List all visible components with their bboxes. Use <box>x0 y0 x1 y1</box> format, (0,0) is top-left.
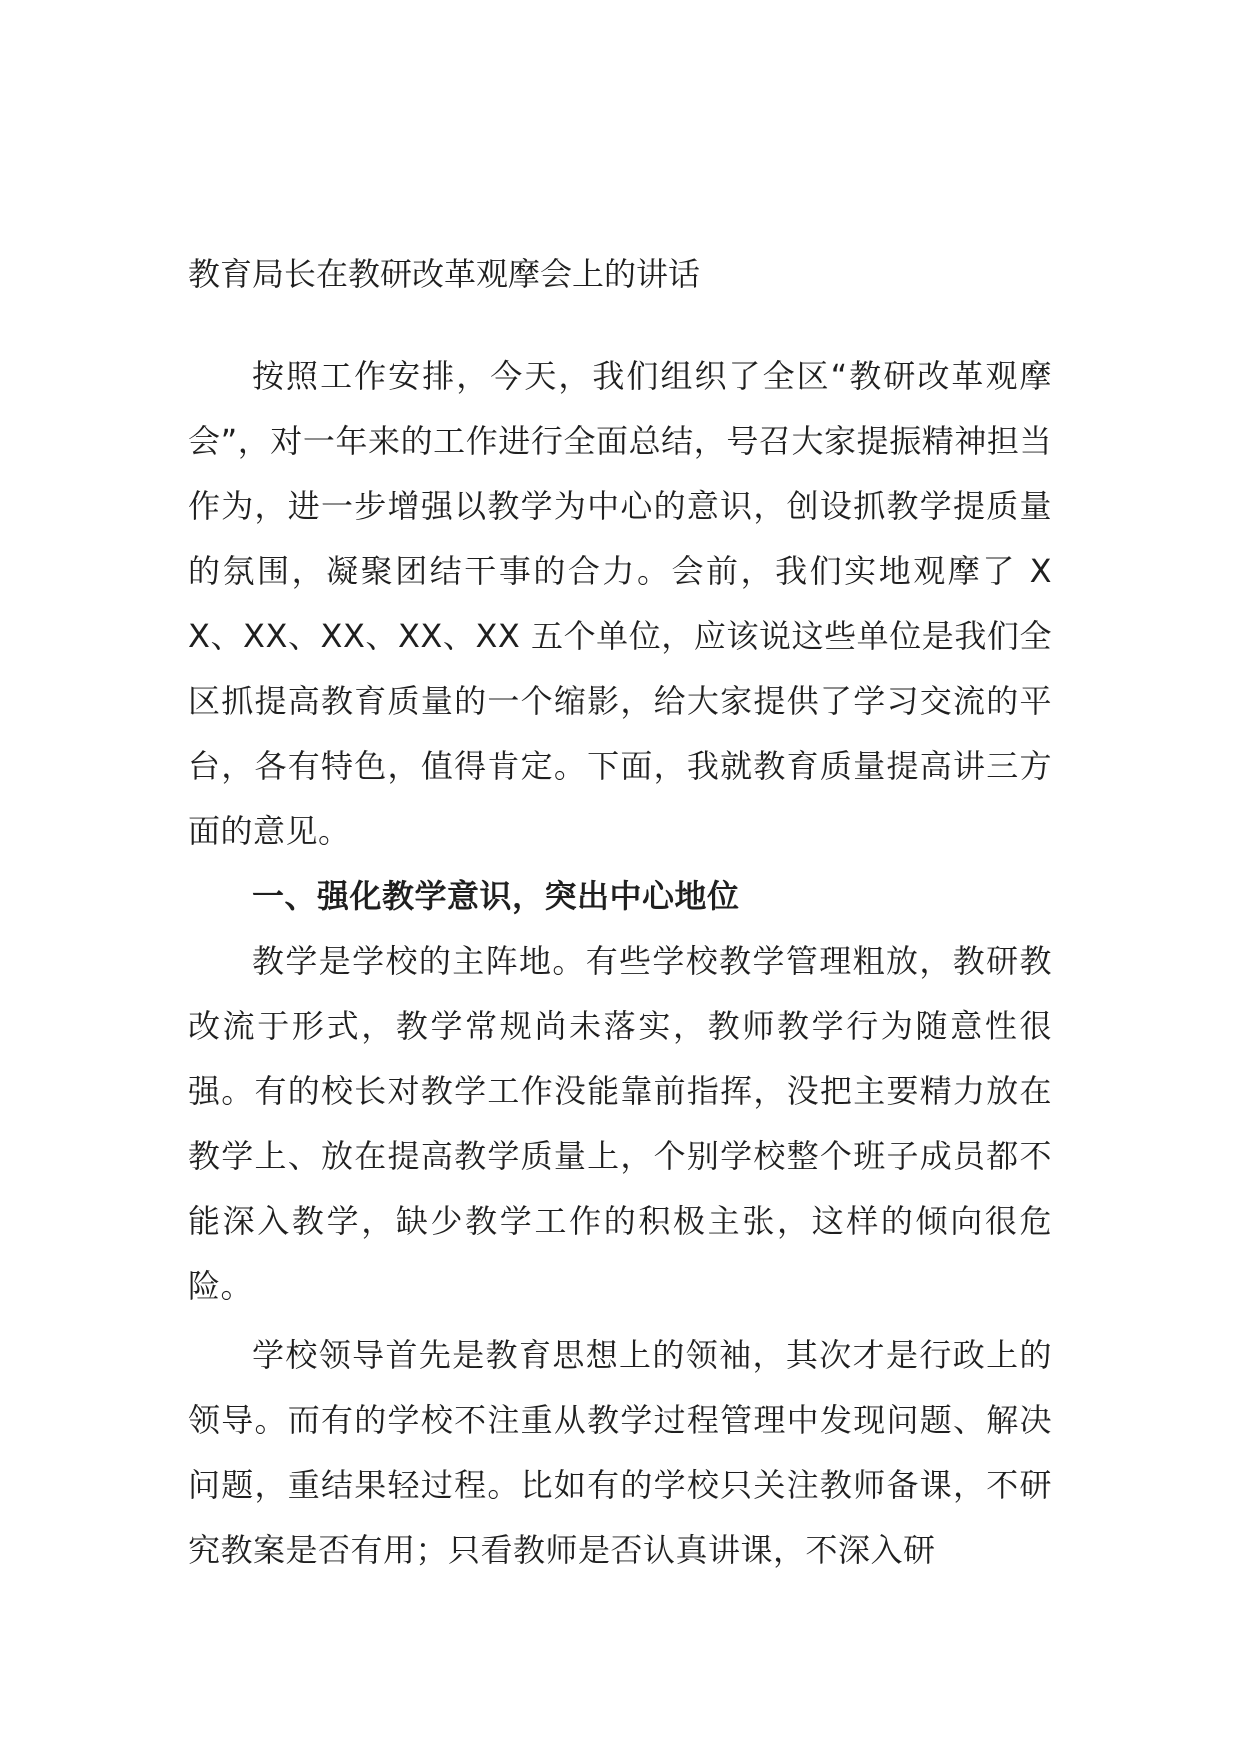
document-title: 教育局长在教研改革观摩会上的讲话 <box>188 255 701 293</box>
document-body <box>188 252 1052 1583</box>
section-heading-1: 一、强化教学意识，突出中心地位 <box>252 877 740 915</box>
section-1-paragraph-2: 学校领导首先是教育思想上的领袖，其次才是行政上的领导。而有的学校不注重从教学过程管理中发现问题、解决问题，重结果轻过程。比如有的学校只关注教师备课，不研究教案是否有用；只看教师是否认真讲课，不深入研 <box>188 1336 1052 1569</box>
intro-paragraph: 按照工作安排，今天，我们组织了全区“教研改革观摩会”，对一年来的工作进行全面总结，号召大家提振精神担当作为，进一步增强以教学为中心的意识，创设抓教学提质量的氛围，凝聚团结干事的合力。会前，我们实地观摩了 XX、XX、XX、XX、XX 五个单位，应该说这些单位是我们全区抓提高教育质量的一个缩影，给大家提供了学习交流的平台，各有特色，值得肯定。下面，我就教育质量提高讲三方面的意见。 <box>188 357 1052 850</box>
section-1-paragraph-1: 教学是学校的主阵地。有些学校教学管理粗放，教研教改流于形式，教学常规尚未落实，教师教学行为随意性很强。有的校长对教学工作没能靠前指挥，没把主要精力放在教学上、放在提高教学质量上，个别学校整个班子成员都不能深入教学，缺少教学工作的积极主张，这样的倾向很危险。 <box>188 942 1052 1305</box>
